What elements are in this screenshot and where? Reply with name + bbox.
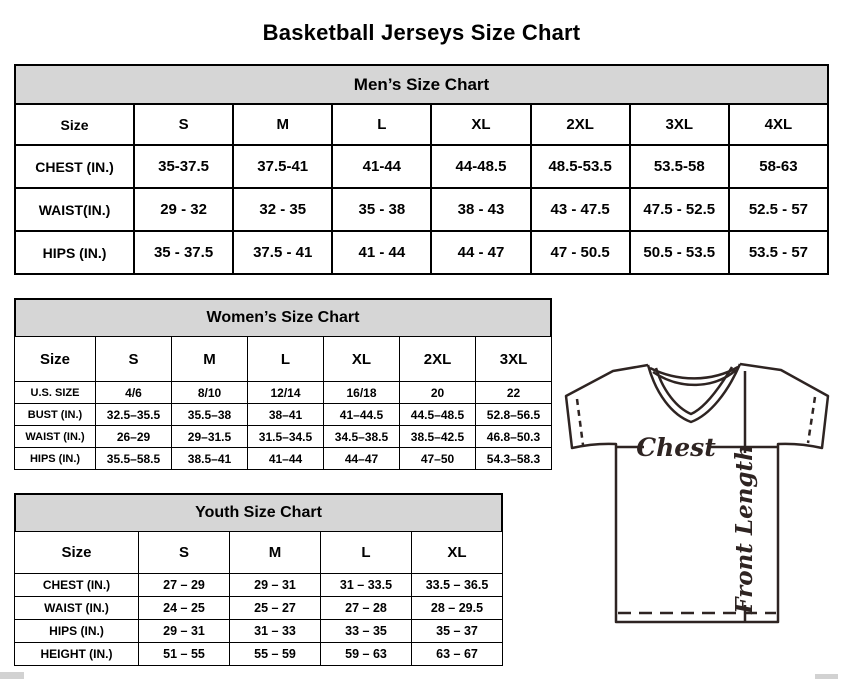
size-value: 48.5-53.5 — [531, 145, 630, 188]
size-value: 43 - 47.5 — [531, 188, 630, 231]
size-value: 27 – 29 — [139, 574, 230, 597]
size-value: 38.5–41 — [172, 448, 248, 470]
jersey-outline — [566, 364, 828, 622]
size-column-label: Size — [15, 337, 96, 382]
size-value: 50.5 - 53.5 — [630, 231, 729, 274]
size-column-header: L — [248, 337, 324, 382]
size-value: 35-37.5 — [134, 145, 233, 188]
measurement-row — [15, 574, 503, 597]
size-value: 20 — [400, 382, 476, 404]
mens-chart-title: Men’s Size Chart — [14, 64, 829, 103]
size-value: 29 - 32 — [134, 188, 233, 231]
size-value: 59 – 63 — [321, 643, 412, 666]
size-value: 34.5–38.5 — [324, 426, 400, 448]
jersey-measurement-diagram — [556, 358, 841, 658]
size-value: 46.8–50.3 — [476, 426, 552, 448]
womens-size-table — [14, 336, 552, 470]
size-column-header: 4XL — [729, 104, 828, 145]
measurement-row — [15, 231, 828, 274]
scrollbar-fragment-left[interactable] — [0, 672, 24, 679]
size-value: 51 – 55 — [139, 643, 230, 666]
size-column-header: S — [139, 532, 230, 574]
size-value: 8/10 — [172, 382, 248, 404]
measurement-row — [15, 188, 828, 231]
size-column-header: XL — [324, 337, 400, 382]
size-column-label: Size — [15, 104, 134, 145]
size-header-row — [15, 532, 503, 574]
size-column-header: 3XL — [630, 104, 729, 145]
measurement-row — [15, 643, 503, 666]
size-value: 38–41 — [248, 404, 324, 426]
size-header-row — [15, 337, 552, 382]
size-value: 44.5–48.5 — [400, 404, 476, 426]
row-label: BUST (IN.) — [15, 404, 96, 426]
row-label: HEIGHT (IN.) — [15, 643, 139, 666]
youth-size-chart-section — [14, 493, 503, 666]
page-title: Basketball Jerseys Size Chart — [262, 19, 581, 45]
size-value: 35.5–38 — [172, 404, 248, 426]
size-value: 53.5-58 — [630, 145, 729, 188]
size-value: 28 – 29.5 — [412, 597, 503, 620]
size-value: 53.5 - 57 — [729, 231, 828, 274]
mens-size-chart-section — [14, 64, 829, 275]
size-value: 4/6 — [96, 382, 172, 404]
size-value: 35 – 37 — [412, 620, 503, 643]
size-value: 29 – 31 — [139, 620, 230, 643]
measurement-row — [15, 404, 552, 426]
size-value: 32.5–35.5 — [96, 404, 172, 426]
measurement-row — [15, 145, 828, 188]
size-column-header: S — [134, 104, 233, 145]
measurement-row — [15, 448, 552, 470]
youth-size-table — [14, 531, 503, 666]
size-column-header: XL — [412, 532, 503, 574]
size-value: 52.5 - 57 — [729, 188, 828, 231]
size-value: 35 - 37.5 — [134, 231, 233, 274]
row-label: WAIST (IN.) — [15, 426, 96, 448]
size-value: 47 - 50.5 — [531, 231, 630, 274]
size-value: 44-48.5 — [431, 145, 530, 188]
size-column-header: M — [233, 104, 332, 145]
measurement-row — [15, 620, 503, 643]
row-label: CHEST (IN.) — [15, 574, 139, 597]
measurement-row — [15, 597, 503, 620]
mens-size-table — [14, 103, 829, 275]
size-column-header: 2XL — [531, 104, 630, 145]
size-header-row — [15, 104, 828, 145]
size-column-header: L — [332, 104, 431, 145]
jersey-diagram-svg — [556, 358, 841, 658]
size-value: 44 - 47 — [431, 231, 530, 274]
youth-chart-title: Youth Size Chart — [14, 493, 503, 531]
size-value: 16/18 — [324, 382, 400, 404]
size-value: 47.5 - 52.5 — [630, 188, 729, 231]
size-value: 31 – 33.5 — [321, 574, 412, 597]
row-label: WAIST(IN.) — [15, 188, 134, 231]
size-value: 41–44.5 — [324, 404, 400, 426]
row-label: HIPS (IN.) — [15, 231, 134, 274]
size-column-header: M — [230, 532, 321, 574]
size-value: 29–31.5 — [172, 426, 248, 448]
size-value: 52.8–56.5 — [476, 404, 552, 426]
size-value: 24 – 25 — [139, 597, 230, 620]
size-column-header: 2XL — [400, 337, 476, 382]
measurement-row — [15, 426, 552, 448]
womens-size-chart-section — [14, 298, 552, 470]
size-value: 41–44 — [248, 448, 324, 470]
size-column-header: S — [96, 337, 172, 382]
size-value: 26–29 — [96, 426, 172, 448]
size-value: 37.5-41 — [233, 145, 332, 188]
size-value: 31 – 33 — [230, 620, 321, 643]
size-value: 41-44 — [332, 145, 431, 188]
size-value: 41 - 44 — [332, 231, 431, 274]
size-column-header: L — [321, 532, 412, 574]
left-cuff-dashed-line — [577, 399, 583, 445]
size-value: 29 – 31 — [230, 574, 321, 597]
size-value: 58-63 — [729, 145, 828, 188]
size-value: 37.5 - 41 — [233, 231, 332, 274]
right-cuff-dashed-line — [808, 397, 815, 443]
row-label: HIPS (IN.) — [15, 620, 139, 643]
size-value: 55 – 59 — [230, 643, 321, 666]
womens-chart-title: Women’s Size Chart — [14, 298, 552, 336]
scrollbar-fragment-right[interactable] — [815, 674, 838, 679]
size-value: 38 - 43 — [431, 188, 530, 231]
size-value: 33 – 35 — [321, 620, 412, 643]
size-value: 35.5–58.5 — [96, 448, 172, 470]
row-label: U.S. SIZE — [15, 382, 96, 404]
size-value: 33.5 – 36.5 — [412, 574, 503, 597]
size-column-header: M — [172, 337, 248, 382]
size-value: 22 — [476, 382, 552, 404]
size-value: 38.5–42.5 — [400, 426, 476, 448]
size-value: 63 – 67 — [412, 643, 503, 666]
row-label: WAIST (IN.) — [15, 597, 139, 620]
size-value: 12/14 — [248, 382, 324, 404]
size-value: 32 - 35 — [233, 188, 332, 231]
size-value: 44–47 — [324, 448, 400, 470]
row-label: CHEST (IN.) — [15, 145, 134, 188]
size-value: 54.3–58.3 — [476, 448, 552, 470]
size-column-header: 3XL — [476, 337, 552, 382]
chest-label: Chest — [636, 433, 716, 462]
size-value: 47–50 — [400, 448, 476, 470]
size-column-label: Size — [15, 532, 139, 574]
row-label: HIPS (IN.) — [15, 448, 96, 470]
size-value: 31.5–34.5 — [248, 426, 324, 448]
size-value: 35 - 38 — [332, 188, 431, 231]
measurement-row — [15, 382, 552, 404]
size-value: 27 – 28 — [321, 597, 412, 620]
front-length-label: Front Length — [731, 444, 758, 614]
size-value: 25 – 27 — [230, 597, 321, 620]
size-column-header: XL — [431, 104, 530, 145]
